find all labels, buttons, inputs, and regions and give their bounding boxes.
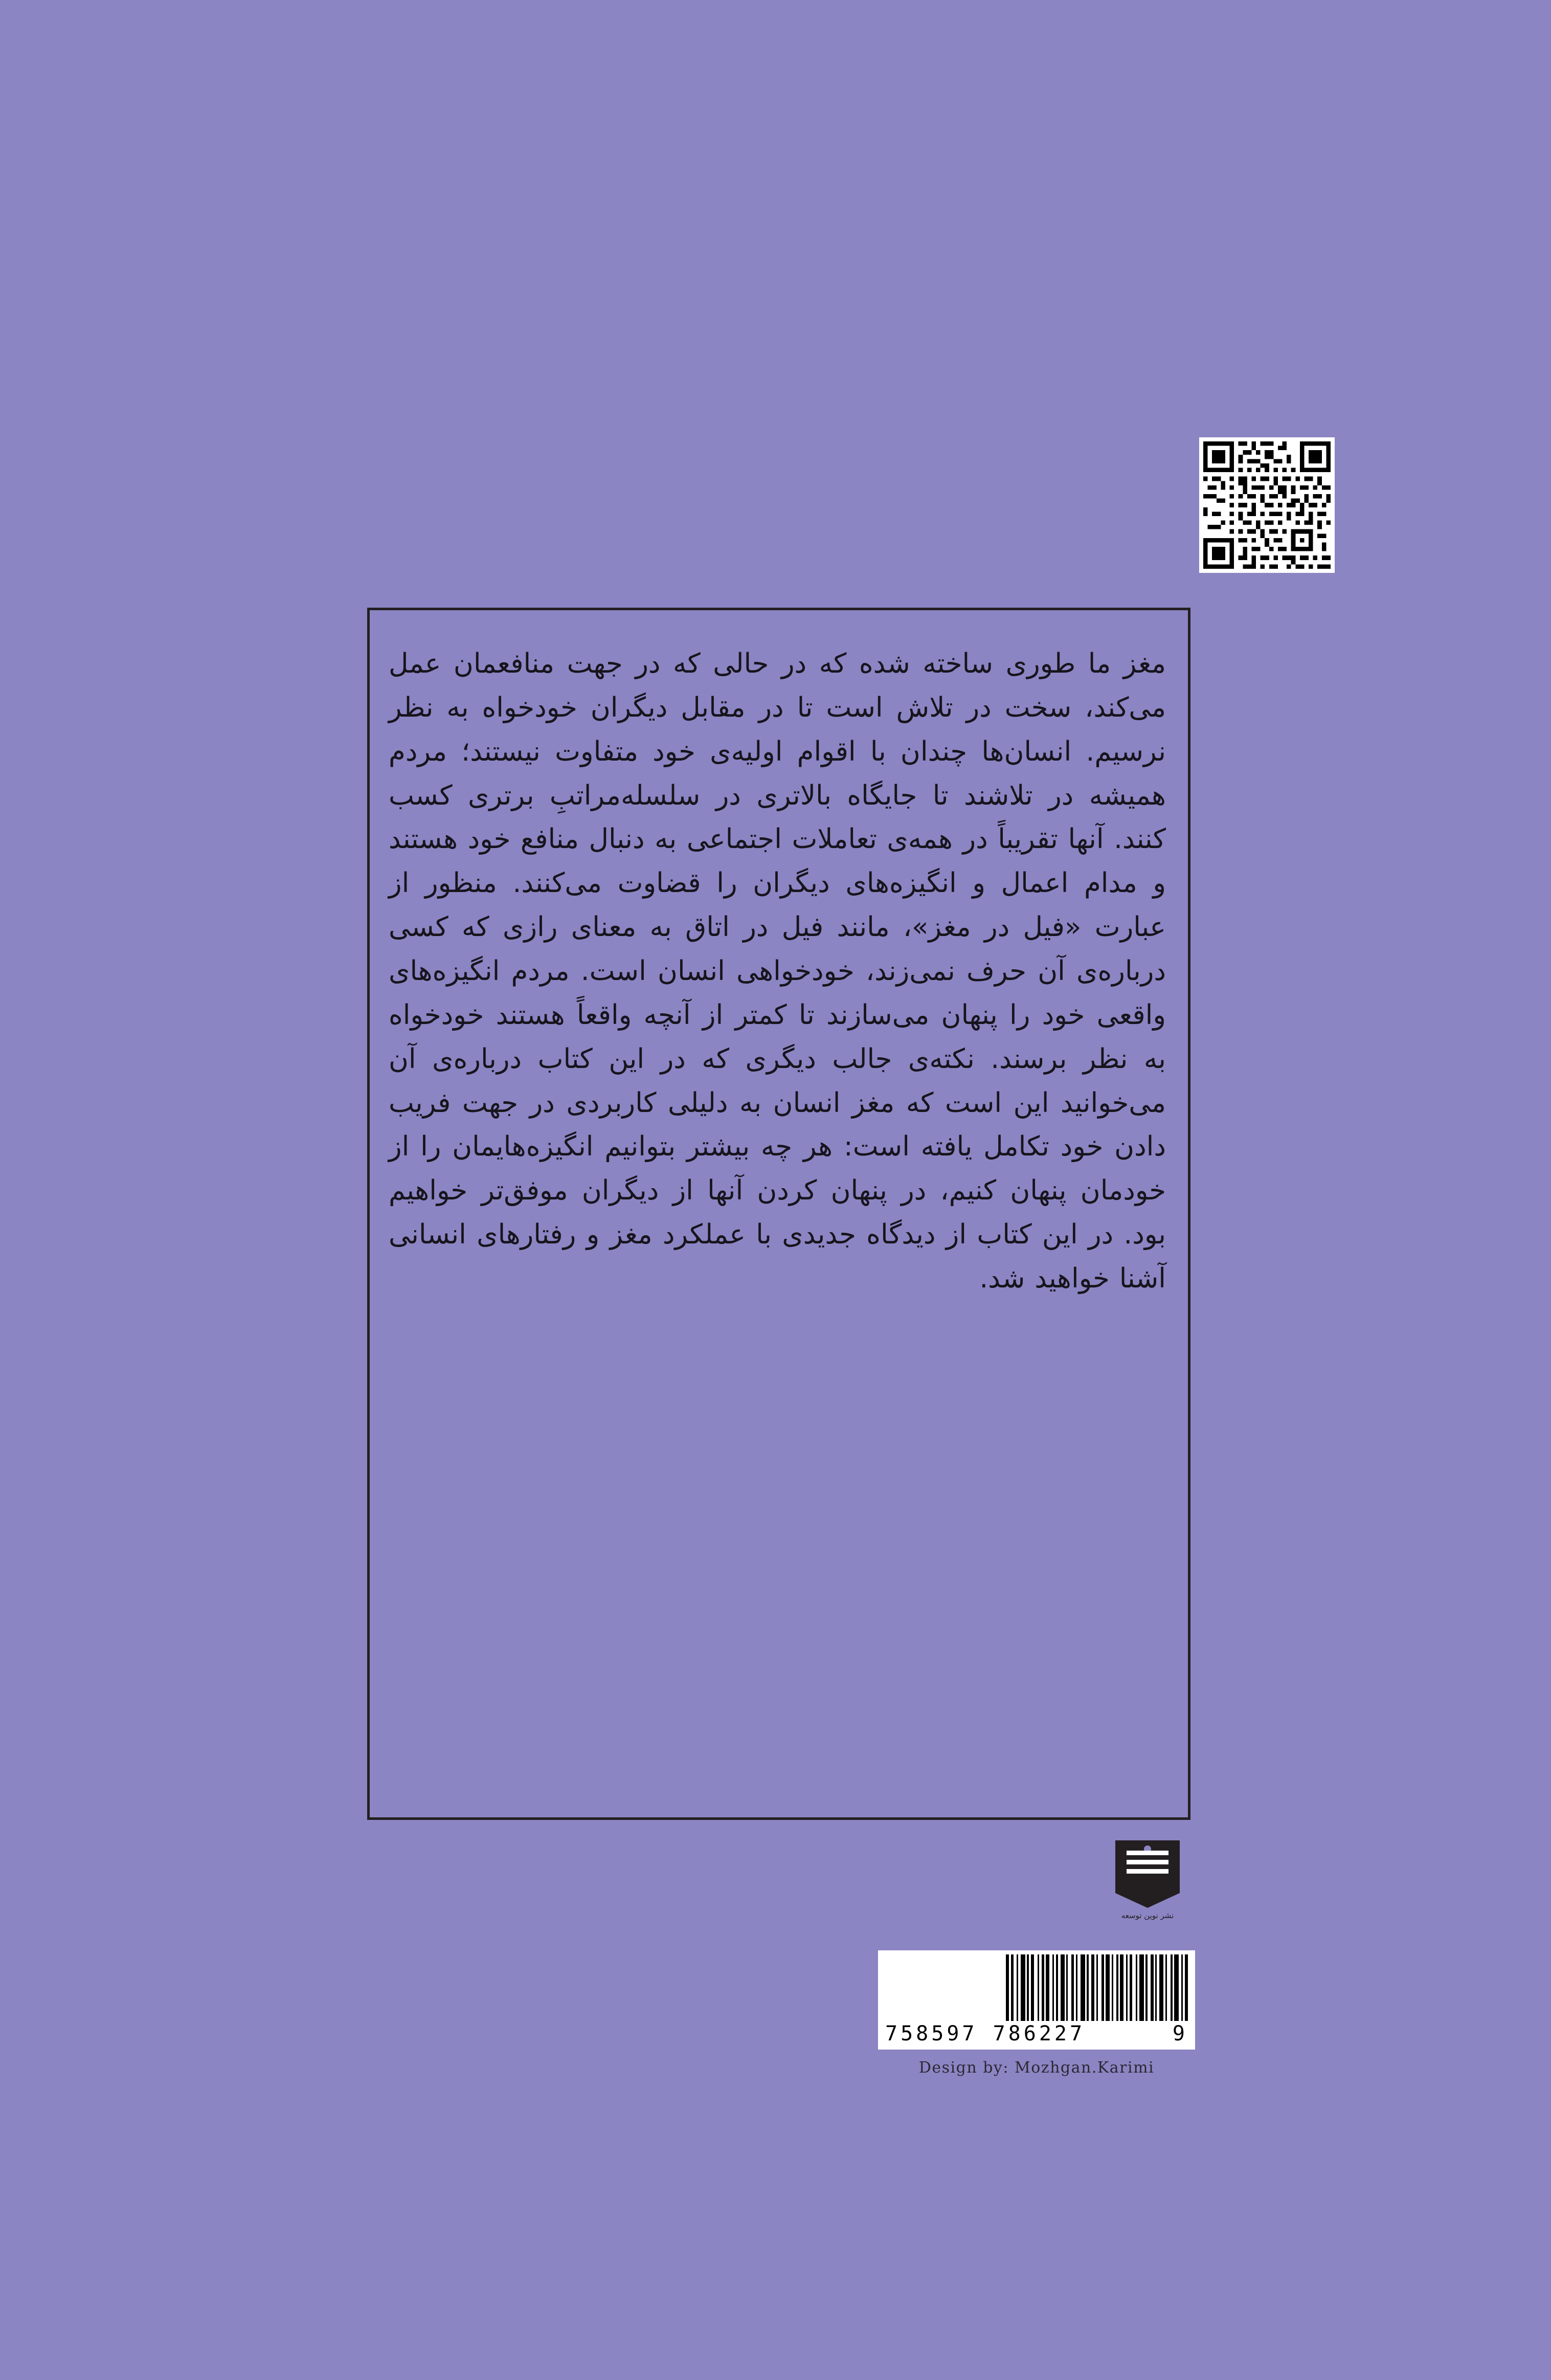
design-credit: Design by: Mozhgan.Karimi	[918, 2059, 1155, 2077]
barcode-icon	[878, 1950, 1195, 2021]
qr-code-icon[interactable]	[1199, 437, 1335, 573]
blurb-paragraph: مغز ما طوری ساخته شده که در حالی که در جهت منافعمان عمل می‌کند، سخت در تلاش است تا در مقابل دیگران خودخواه به نظر نرسیم. انسان‌ها چندان با اقوام اولیه‌ی خود متفاوت نیستند؛ مردم همیشه در تلاشند تا جایگاه بالاتری در سلسله‌مراتبِ برتری کسب کنند. آنها تقریباً در همه‌ی تعاملات اجتماعی به دنبال منافع خود هستند و مدام اعمال و انگیزه‌های دیگران را قضاوت می‌کنند. منظور از عبارت «فیل در مغز»، مانند فیل در اتاق به معنای رازی که کسی درباره‌ی آن حرف نمی‌زند، خودخواهی انسان است. مردم انگیزه‌های واقعی خود را پنهان می‌سازند تا کمتر از آنچه واقعاً هستند خودخواه به نظر برسند. نکته‌ی جالب دیگری که در این کتاب درباره‌ی آن می‌خوانید این است که مغز انسان به دلیلی کاربردی در جهت فریب دادن خود تکامل یافته است: هر چه بیشتر بتوانیم انگیزه‌هایمان را از خودمان پنهان کنیم، در پنهان کردن آنها از دیگران موفق‌تر خواهیم بود. در این کتاب از دیدگاه جدیدی با عملکرد مغز و رفتارهای انسانی آشنا خواهید شد.	[389, 648, 1166, 1295]
barcode-main-digits: 786227 758597	[885, 2022, 1086, 2045]
publisher-name: نشر نوین توسعه	[1121, 1911, 1174, 1920]
logo-book-lines-icon	[1127, 1851, 1168, 1882]
barcode-left-digit: 9	[1172, 2022, 1188, 2045]
barcode-number	[878, 2021, 1195, 2050]
barcode-block	[878, 1950, 1195, 2077]
back-cover-blurb	[389, 642, 1166, 1301]
publisher-book-logo-icon	[1106, 1840, 1189, 1930]
logo-badge	[1115, 1840, 1180, 1908]
